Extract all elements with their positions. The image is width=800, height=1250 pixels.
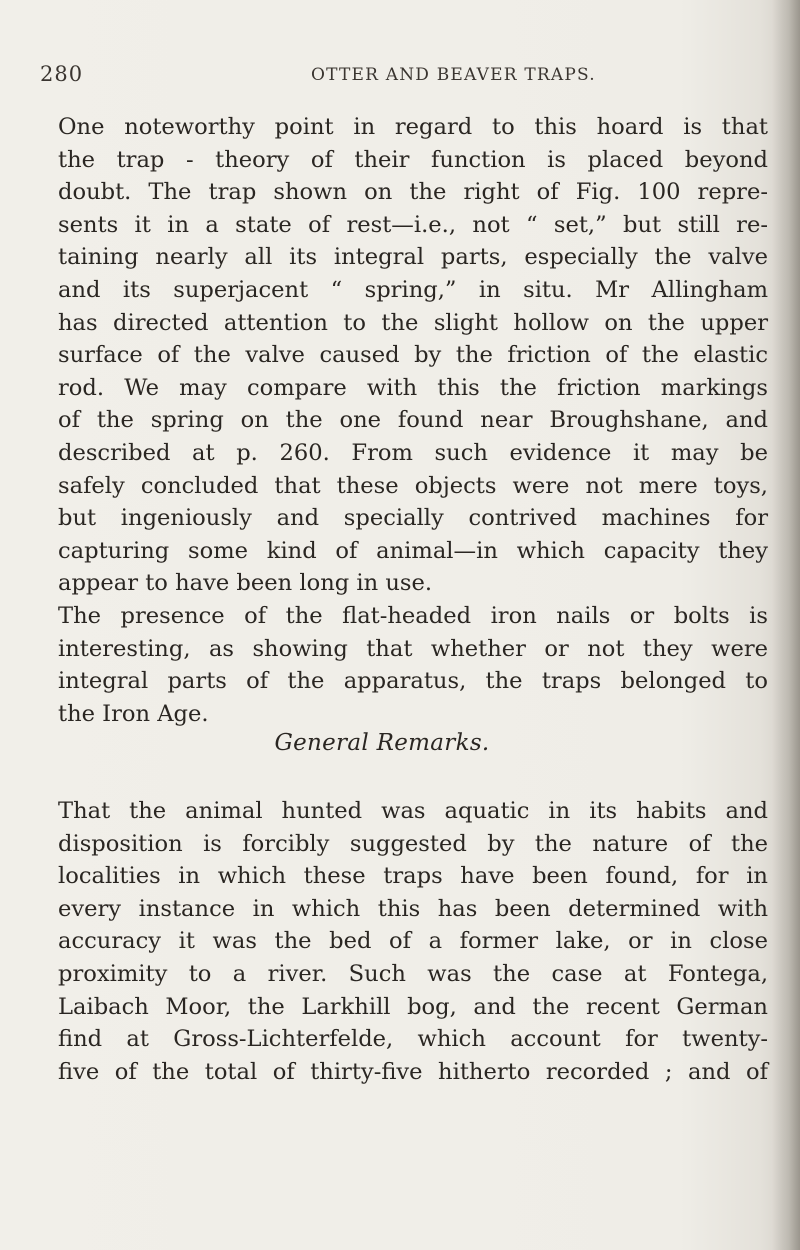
text-line: capturing some kind of animal—in which capacity they <box>58 537 768 564</box>
text-line: find at Gross-Lichterfelde, which account for twenty- <box>58 1026 768 1053</box>
text-line: the Iron Age. <box>58 700 209 727</box>
text-line: disposition is forcibly suggested by the nature of the <box>58 830 768 857</box>
text-line: proximity to a river. Such was the case at Fontega, <box>58 960 768 987</box>
section-heading <box>0 730 800 756</box>
text-line: has directed attention to the slight hollow on the upper <box>58 309 768 336</box>
section-heading-text: General Remarks. <box>274 730 490 756</box>
text-line: surface of the valve caused by the friction of the elastic <box>58 342 768 369</box>
text-line: integral parts of the apparatus, the traps belonged to <box>58 668 768 695</box>
text-line: accuracy it was the bed of a former lake, or in close <box>58 928 768 955</box>
text-line: One noteworthy point in regard to this hoard is that <box>58 114 768 140</box>
text-line: rod. We may compare with this the friction markings <box>58 374 768 401</box>
text-line: of the spring on the one found near Broughshane, and <box>58 407 768 434</box>
text-line: safely concluded that these objects were not mere toys, <box>58 472 768 499</box>
text-line: but ingeniously and specially contrived machines for <box>58 505 768 532</box>
text-line: taining nearly all its integral parts, especially the valve <box>58 244 768 271</box>
text-line: doubt. The trap shown on the right of Fig. 100 repre- <box>58 179 768 206</box>
page-edge-shadow <box>772 0 800 1250</box>
text-line: every instance in which this has been determined with <box>58 895 768 922</box>
paragraph-2 <box>58 795 768 1088</box>
text-line: and its superjacent “ spring,” in situ. Mr Allingham <box>58 276 768 303</box>
text-line: the trap - theory of their function is placed beyond <box>58 146 768 173</box>
text-line: The presence of the flat-headed iron nails or bolts is <box>58 602 768 629</box>
text-line: sents it in a state of rest—i.e., not “ set,” but still re- <box>58 211 768 238</box>
paragraph-1 <box>58 111 768 730</box>
text-line: appear to have been long in use. <box>58 570 433 597</box>
text-line: localities in which these traps have been found, for in <box>58 863 768 890</box>
page-number: 280 <box>40 62 84 86</box>
running-title: OTTER AND BEAVER TRAPS. <box>311 65 596 85</box>
page-header <box>0 62 800 92</box>
text-line: five of the total of thirty-five hitherto recorded ; and of <box>58 1058 768 1085</box>
text-line: Laibach Moor, the Larkhill bog, and the recent German <box>58 993 768 1020</box>
text-line: interesting, as showing that whether or not they were <box>58 635 768 662</box>
text-line: described at p. 260. From such evidence it may be <box>58 439 768 466</box>
text-line: That the animal hunted was aquatic in its habits and <box>58 798 768 824</box>
